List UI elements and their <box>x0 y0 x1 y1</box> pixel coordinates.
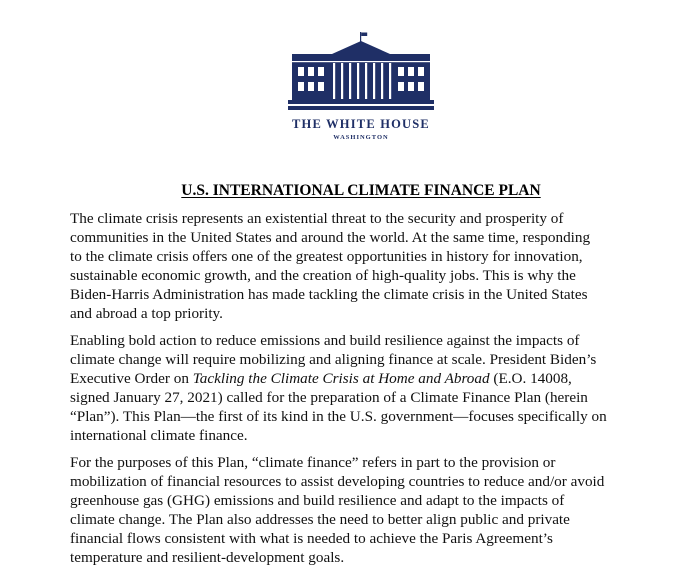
paragraph-line: international climate finance. <box>70 427 248 444</box>
org-city: WASHINGTON <box>333 134 389 141</box>
paragraph-line: financial flows consistent with what is needed to achieve the Paris Agreement’s <box>70 530 553 547</box>
paragraph-line: to the climate crisis offers one of the greatest opportunities in history for innovation, <box>70 248 583 265</box>
paragraph-definition <box>70 453 670 567</box>
eo-number: (E.O. 14008, <box>489 370 572 387</box>
paragraph-line: and abroad a top priority. <box>70 305 223 322</box>
paragraph-line: “Plan”). This Plan—the first of its kind in the U.S. government—focuses specifically on <box>70 408 607 425</box>
paragraph-line: Enabling bold action to reduce emissions and build resilience against the impacts of <box>70 332 580 349</box>
org-name: THE WHITE HOUSE <box>292 117 430 131</box>
paragraph-line: climate change will require mobilizing and aligning finance at scale. President Biden’s <box>70 351 597 368</box>
paragraph-executive-order <box>70 331 670 445</box>
paragraph-line: climate change. The Plan also addresses the need to better align public and private <box>70 511 570 528</box>
paragraph-line: mobilization of financial resources to assist developing countries to reduce and/or avoid <box>70 473 605 490</box>
paragraph-line: temperature and resilient-development goals. <box>70 549 345 566</box>
paragraph-line: For the purposes of this Plan, “climate finance” refers in part to the provision or <box>70 454 556 471</box>
paragraph-line: communities in the United States and around the world. At the same time, responding <box>70 229 591 246</box>
white-house-emblem-icon <box>288 32 434 110</box>
eo-prefix: Executive Order on <box>70 370 193 387</box>
eo-title: Tackling the Climate Crisis at Home and Abroad <box>192 370 490 387</box>
document-title: U.S. INTERNATIONAL CLIMATE FINANCE PLAN <box>181 182 541 199</box>
paragraph-intro <box>70 209 670 323</box>
paragraph-line: The climate crisis represents an existential threat to the security and prosperity of <box>70 210 564 227</box>
paragraph-line: signed January 27, 2021) called for the preparation of a Climate Finance Plan (herein <box>70 389 588 406</box>
paragraph-line: greenhouse gas (GHG) emissions and build resilience and adapt to the impacts of <box>70 492 565 509</box>
paragraph-line <box>70 369 670 388</box>
paragraph-line: sustainable economic growth, and the creation of high-quality jobs. This is why the <box>70 267 576 284</box>
paragraph-line: Biden-Harris Administration has made tackling the climate crisis in the United States <box>70 286 588 303</box>
